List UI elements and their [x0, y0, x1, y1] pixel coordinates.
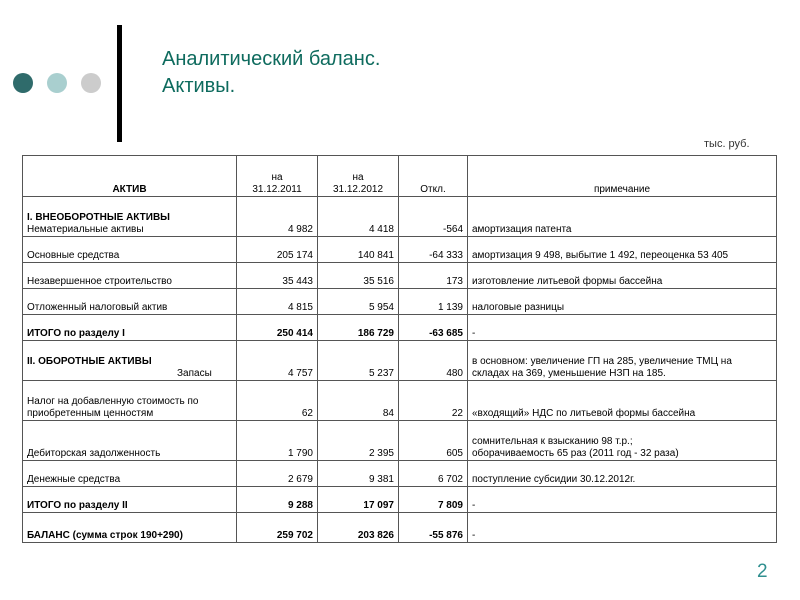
table-row	[23, 289, 777, 315]
value-2011: 250 414	[237, 315, 318, 341]
value-2012: 203 826	[318, 513, 399, 543]
header-2012	[318, 156, 399, 197]
row-label: Отложенный налоговый актив	[23, 289, 237, 315]
row-label-text: Нематериальные активы	[27, 224, 144, 235]
value-deviation: 1 139	[399, 289, 468, 315]
table-row-balance	[23, 513, 777, 543]
row-label-line-1: Налог на добавленную стоимость по	[27, 396, 199, 407]
row-note-line-1: в основном: увеличение ГП на 285, увеличение ТМЦ на	[472, 356, 732, 367]
row-label-line-2: приобретенным ценностям	[27, 408, 154, 419]
row-note-line-2: складах на 369, уменьшение НЗП на 185.	[472, 368, 666, 379]
value-2011: 35 443	[237, 263, 318, 289]
value-2011: 9 288	[237, 487, 318, 513]
page-number: 2	[757, 561, 768, 582]
value-2011: 62	[237, 381, 318, 421]
decor-dot-gray	[81, 73, 101, 93]
header-2012-top: на	[352, 172, 364, 183]
row-note: -	[468, 315, 777, 341]
value-2012: 5 237	[318, 341, 399, 381]
row-label-text: Запасы	[177, 368, 212, 379]
row-label	[23, 341, 237, 381]
table-row	[23, 237, 777, 263]
header-2011-bottom: 31.12.2011	[252, 184, 302, 195]
row-note	[468, 421, 777, 461]
row-note: поступление субсидии 30.12.2012г.	[468, 461, 777, 487]
value-2011: 1 790	[237, 421, 318, 461]
table-row-total	[23, 315, 777, 341]
slide-title	[162, 46, 380, 100]
row-note-line-1: сомнительная к взысканию 98 т.р.;	[472, 436, 633, 447]
value-2011: 4 757	[237, 341, 318, 381]
value-2011: 2 679	[237, 461, 318, 487]
value-deviation: 7 809	[399, 487, 468, 513]
value-deviation: 480	[399, 341, 468, 381]
row-note: амортизация 9 498, выбытие 1 492, переоценка 53 405	[468, 237, 777, 263]
header-asset: АКТИВ	[23, 156, 237, 197]
balance-table	[22, 155, 777, 543]
title-line-2: Активы.	[162, 75, 236, 97]
row-label: ИТОГО по разделу I	[23, 315, 237, 341]
value-2012: 4 418	[318, 197, 399, 237]
value-2012: 186 729	[318, 315, 399, 341]
row-note	[468, 341, 777, 381]
value-2012: 2 395	[318, 421, 399, 461]
header-note: примечание	[468, 156, 777, 197]
table-row	[23, 197, 777, 237]
value-2011: 4 815	[237, 289, 318, 315]
section-heading: II. ОБОРОТНЫЕ АКТИВЫ	[27, 356, 152, 367]
value-2011: 205 174	[237, 237, 318, 263]
row-note-line-2: оборачиваемость 65 раз (2011 год - 32 раза)	[472, 448, 679, 459]
value-deviation: -564	[399, 197, 468, 237]
row-note: налоговые разницы	[468, 289, 777, 315]
value-2011: 259 702	[237, 513, 318, 543]
value-deviation: 22	[399, 381, 468, 421]
row-label: Основные средства	[23, 237, 237, 263]
table-row	[23, 461, 777, 487]
header-2011-top: на	[271, 172, 283, 183]
value-2012: 140 841	[318, 237, 399, 263]
value-deviation: -55 876	[399, 513, 468, 543]
units-label: тыс. руб.	[704, 138, 750, 150]
header-deviation: Откл.	[399, 156, 468, 197]
title-divider	[117, 25, 122, 142]
row-label: ИТОГО по разделу II	[23, 487, 237, 513]
row-note: -	[468, 513, 777, 543]
row-label	[23, 381, 237, 421]
value-deviation: -63 685	[399, 315, 468, 341]
title-line-1: Аналитический баланс.	[162, 48, 381, 70]
decor-dot-light	[47, 73, 67, 93]
row-note: изготовление литьевой формы бассейна	[468, 263, 777, 289]
table-row	[23, 381, 777, 421]
header-2012-bottom: 31.12.2012	[332, 184, 384, 195]
row-label: Денежные средства	[23, 461, 237, 487]
row-label: Незавершенное строительство	[23, 263, 237, 289]
value-deviation: 605	[399, 421, 468, 461]
value-2012: 35 516	[318, 263, 399, 289]
value-deviation: -64 333	[399, 237, 468, 263]
value-deviation: 6 702	[399, 461, 468, 487]
table-row-total	[23, 487, 777, 513]
value-2012: 9 381	[318, 461, 399, 487]
value-2011: 4 982	[237, 197, 318, 237]
row-note: амортизация патента	[468, 197, 777, 237]
section-heading: I. ВНЕОБОРОТНЫЕ АКТИВЫ	[27, 212, 170, 223]
table-row	[23, 421, 777, 461]
row-note: -	[468, 487, 777, 513]
value-deviation: 173	[399, 263, 468, 289]
header-2011	[237, 156, 318, 197]
value-2012: 17 097	[318, 487, 399, 513]
row-label	[23, 197, 237, 237]
table-row	[23, 263, 777, 289]
row-label: БАЛАНС (сумма строк 190+290)	[23, 513, 237, 543]
value-2012: 84	[318, 381, 399, 421]
decor-dot-dark	[13, 73, 33, 93]
row-note: «входящий» НДС по литьевой формы бассейна	[468, 381, 777, 421]
row-label: Дебиторская задолженность	[23, 421, 237, 461]
table-row	[23, 341, 777, 381]
table-header-row	[23, 156, 777, 197]
value-2012: 5 954	[318, 289, 399, 315]
